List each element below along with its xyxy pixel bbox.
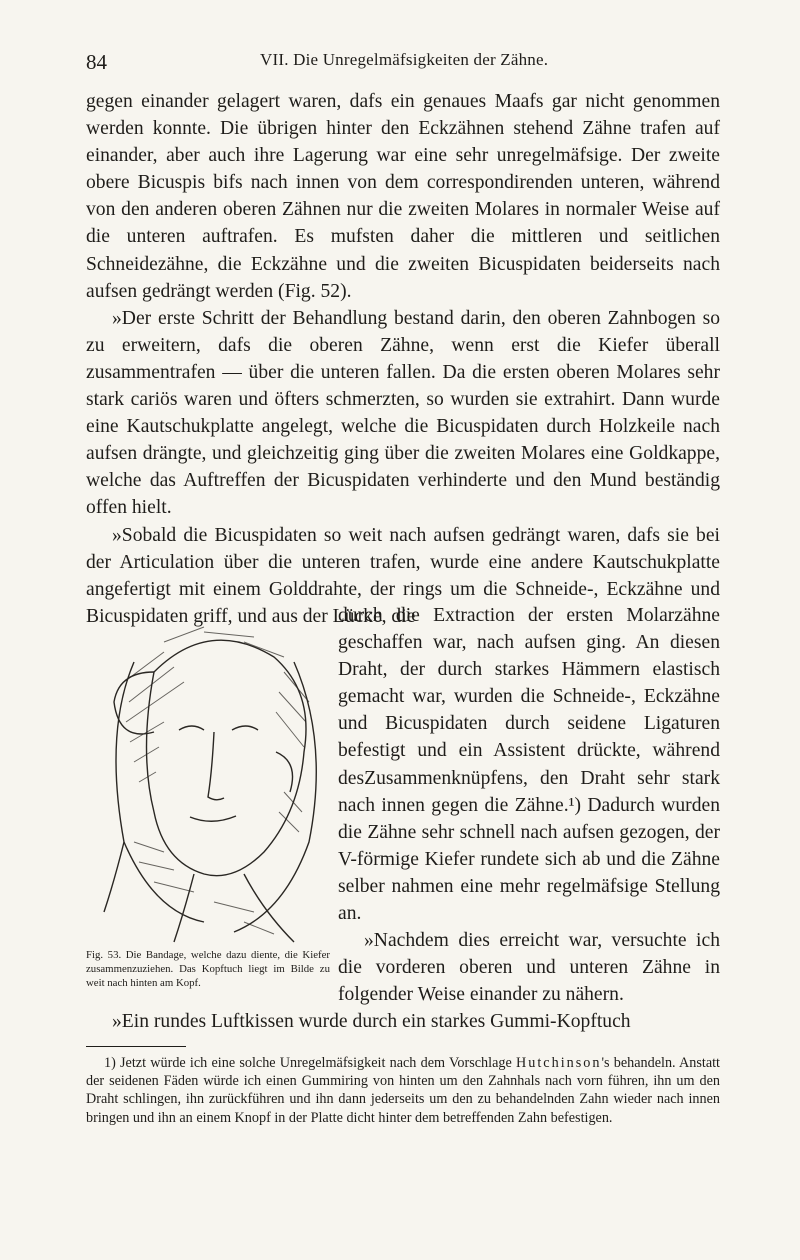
page-header xyxy=(86,50,722,80)
body-text-right-column xyxy=(338,602,720,1008)
footnote-lead: 1) Jetzt würde ich eine solche Unregelmäfsigkeit nach dem Vorschlage xyxy=(104,1055,512,1071)
page-number: 84 xyxy=(86,50,107,74)
paragraph-2: »Der erste Schritt der Behandlung bestand darin, den oberen Zahnbogen so zu erweitern, dafs die oberen Zähne, wenn erst die Kiefer überall zusammentrafen — über die unteren fallen. Da die ersten oberen Molares sehr stark cariös waren und öfters schmerzten, so wurden sie extrahirt. Dann wurde eine Kautschukplatte angelegt, welche die Bicuspidaten durch Holzkeile nach aufsen drängte, und gleichzeitig ging über die zweiten Molares eine Goldkappe, welche das Auftreffen der Bicuspidaten verhinderte und den Mund beständig offen hielt. xyxy=(86,307,720,519)
body-text-top xyxy=(86,88,720,630)
footnote-divider xyxy=(86,1046,186,1047)
figure-caption: Fig. 53. Die Bandage, welche dazu diente, die Kiefer zusammenzuziehen. Das Kopftuch liegt im Bilde zu weit nach hinten am Kopf. xyxy=(86,949,330,989)
body-text-bottom xyxy=(86,1008,720,1035)
paragraph-3: »Sobald die Bicuspidaten so weit nach aufsen gedrängt waren, dafs sie bei der Articulation über die unteren trafen, wurde eine andere Kautschukplatte angefertigt mit einem Golddrahte, der rings um die Schneide-, Eckzähne und Bicuspidaten griff, und aus der Lücke, die xyxy=(86,524,720,627)
paragraph-4: »Nachdem dies erreicht war, versuchte ich die vorderen oberen und unteren Zähne in folgender Weise einander zu nähern. xyxy=(338,930,720,1006)
paragraph-5: »Ein rundes Luftkissen wurde durch ein starkes Gummi-Kopftuch xyxy=(112,1011,631,1032)
head-bandage-illustration xyxy=(94,612,334,952)
footnote xyxy=(86,1054,720,1127)
footnote-rest: 's behandeln. Anstatt der seidenen Fäden würde ich einen Gummiring von hinten um den Zahnhals nach vorn führen, ihn um den Draht schlingen, ihn zurückführen und ihn dann jederseits um den zu behandelnden Zahn wieder nach innen bringen und ihn an einem Knopf in der Platte dicht hinter dem betreffenden Zahn befestigen. xyxy=(86,1055,721,1126)
running-title: VII. Die Unregelmäfsigkeiten der Zähne. xyxy=(260,50,549,69)
paragraph-3-continued: durch die Extraction der ersten Molarzähne geschaffen war, nach aufsen ging. An diesen Draht, der durch starkes Hämmern elastisch gemacht war, wurden die Schneide-, Eckzähne und Bicuspidaten durch seidene Ligaturen befestigt und ein Assistent drückte, während desZusammenknüpfens, den Draht sehr stark nach innen gegen die Zähne.¹) Dadurch wurden die Zähne sehr schnell nach aufsen gezogen, der V-förmige Kiefer rundete sich ab und die Zähne selber nahmen eine mehr regelmäfsige Stellung an. xyxy=(338,605,720,925)
footnote-name: Hutchinson xyxy=(516,1055,602,1071)
paragraph-1: gegen einander gelagert waren, dafs ein genaues Maafs gar nicht genommen werden konnte. Die übrigen hinter den Eckzähnen stehend Zähne trafen auf einander, aber auch ihre Lagerung war eine sehr unregelmäfsige. Der zweite obere Bicuspis bifs nach innen von dem correspondirenden unteren, während von den anderen oberen Zähnen nur die zweiten Molares in normaler Weise auf die unteren auftrafen. Es mufsten daher die mittleren und seitlichen Schneidezähne, die Eckzähne und die zweiten Bicuspidaten beiderseits nach aufsen gedrängt werden (Fig. 52). xyxy=(86,91,720,302)
